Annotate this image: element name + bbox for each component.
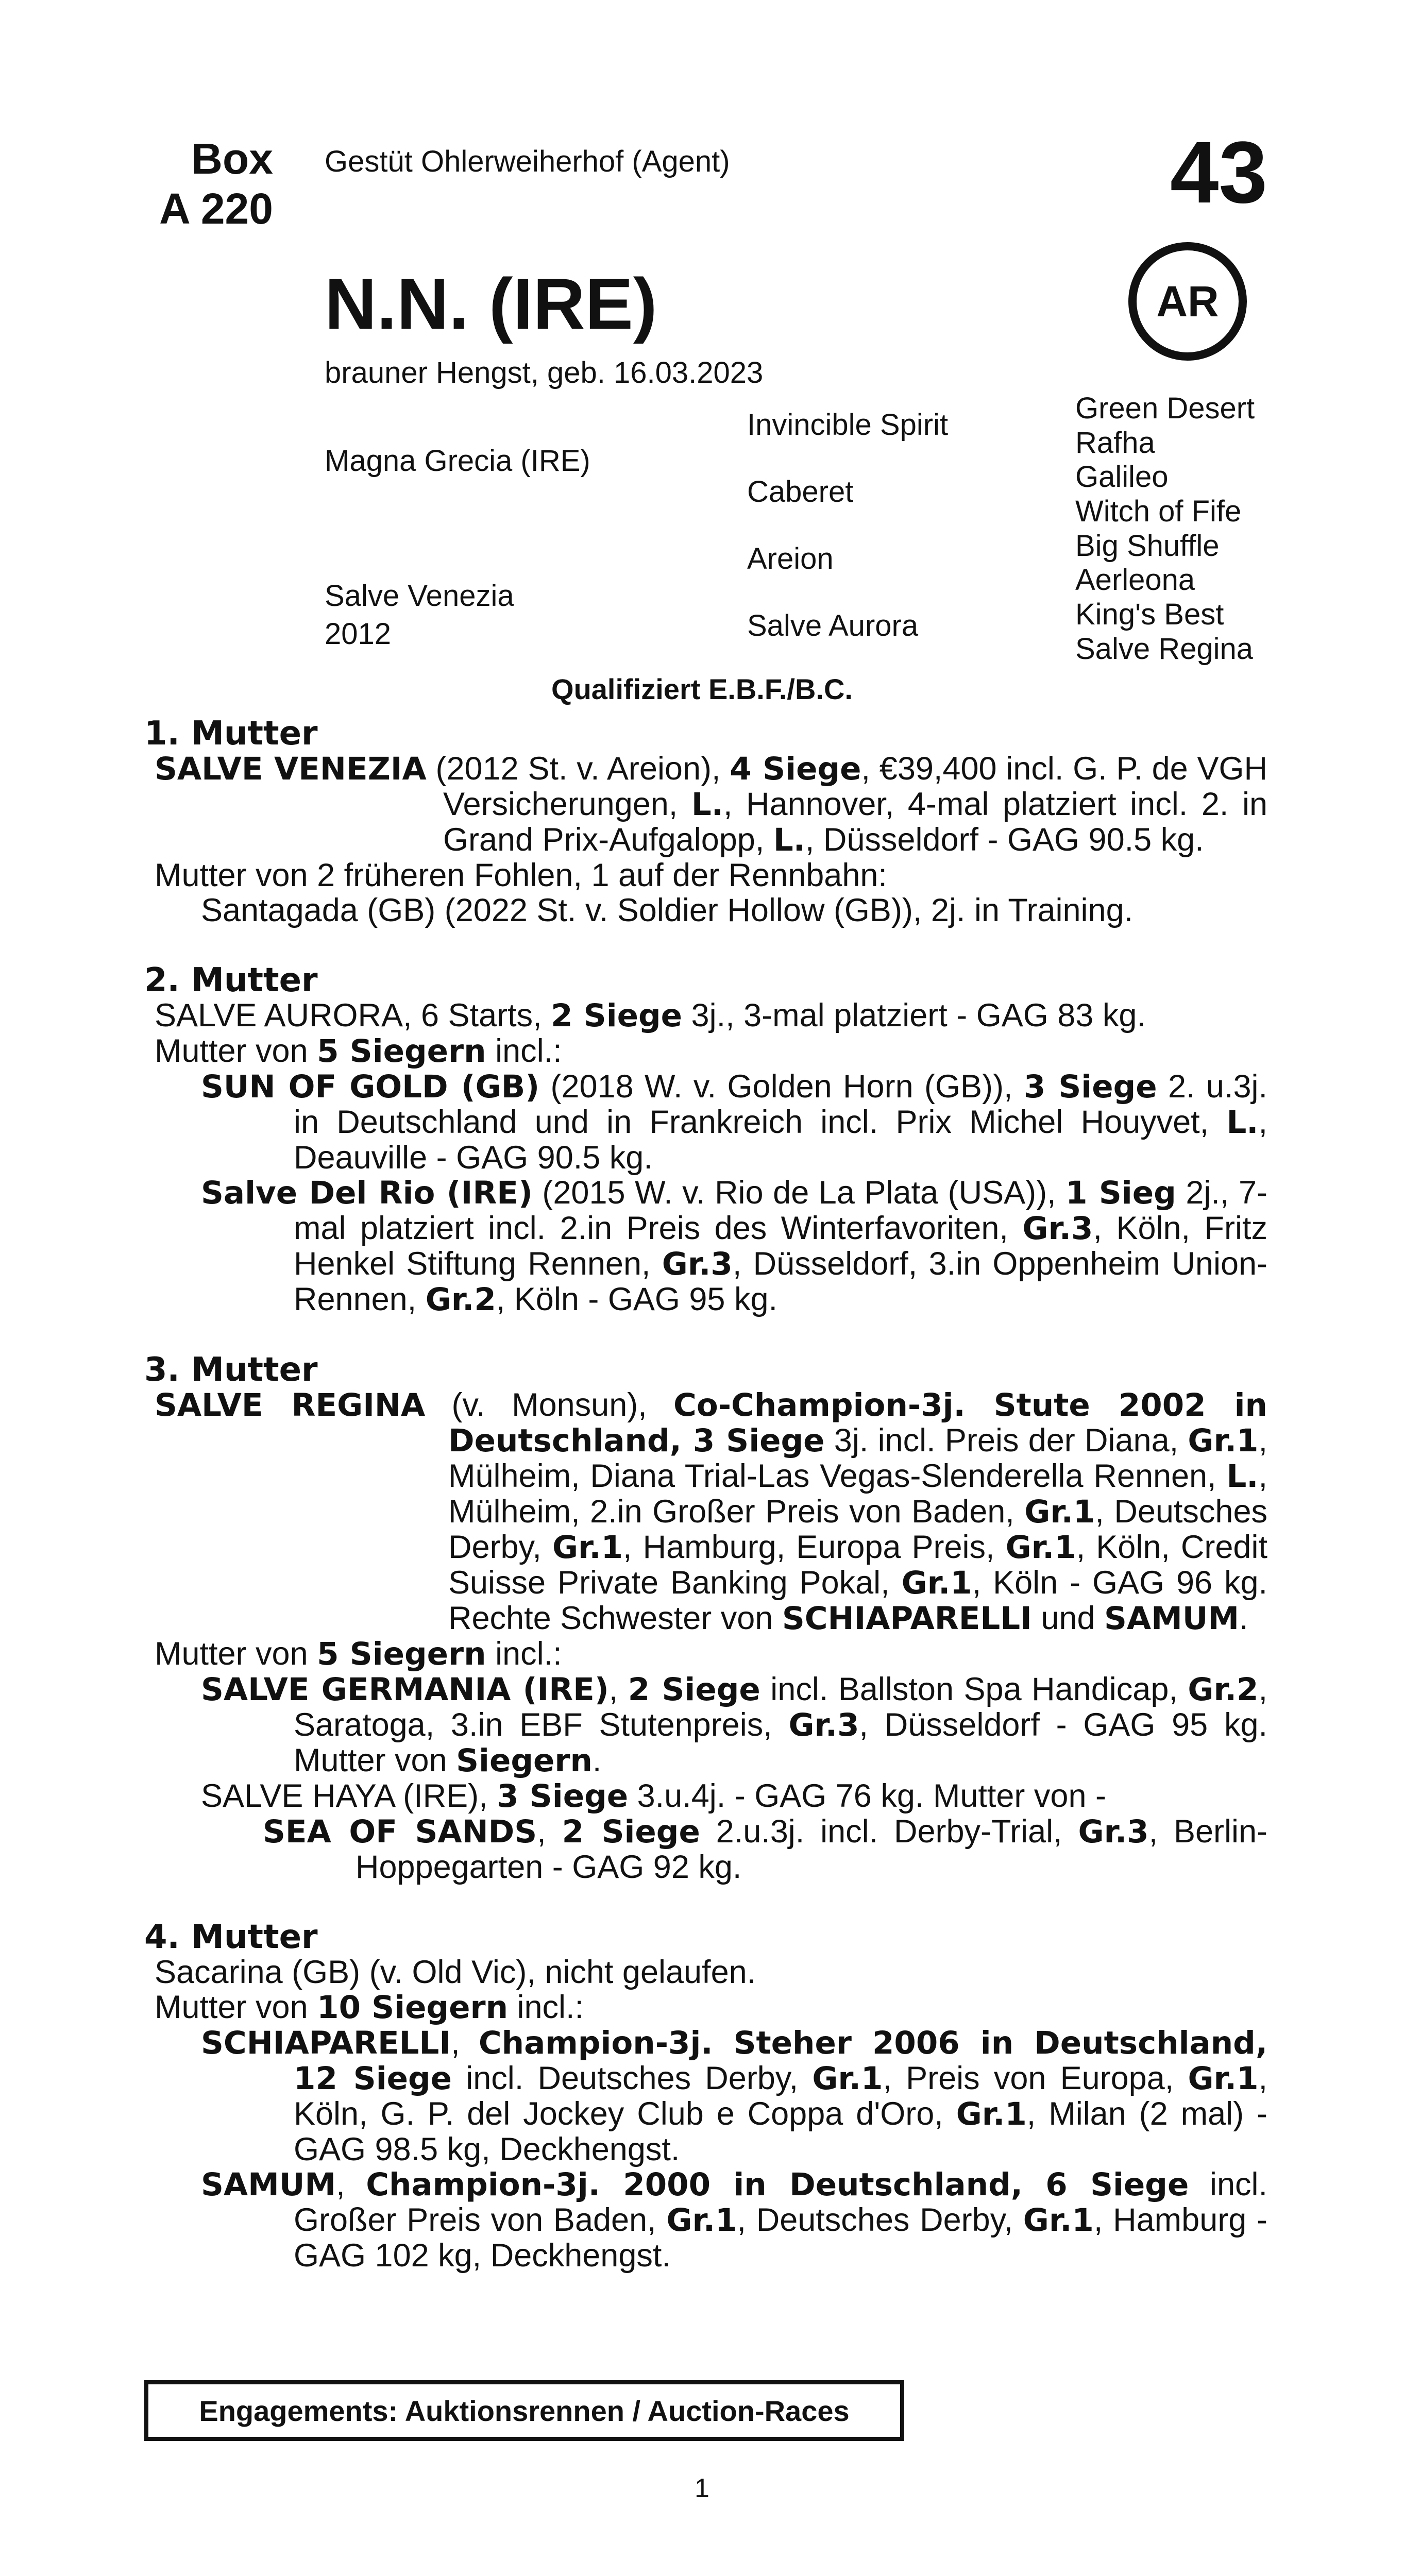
horse-name: N.N. (IRE) <box>325 263 657 344</box>
text: incl. Ballston Spa Handicap, <box>760 1671 1188 1707</box>
text: , Düsseldorf - GAG 90.5 kg. <box>805 822 1204 858</box>
dam-3-produce <box>144 1636 1267 1672</box>
group: Gr.3 <box>662 1246 733 1282</box>
championship: Champion-3j. 2000 in Deutschland, 6 Siege <box>366 2166 1189 2203</box>
offspring-entry <box>144 2025 1267 2167</box>
text: , <box>608 1671 628 1707</box>
ar-badge-text: AR <box>1156 277 1219 326</box>
wins: 2 Siege <box>551 997 683 1034</box>
text: (2018 W. v. Golden Horn (GB)), <box>539 1069 1024 1105</box>
text: , Saratoga, 3.in EBF Stutenpreis, <box>294 1671 1267 1743</box>
text: , Mülheim, 2.in Großer Preis von Baden, <box>448 1458 1267 1530</box>
text: und <box>1031 1600 1104 1636</box>
offspring-name: SEA OF SANDS <box>263 1814 537 1850</box>
pedigree-gen3-item: Salve Regina <box>1075 632 1253 666</box>
grand-offspring-entry <box>144 1814 1267 1885</box>
text: incl.: <box>486 1033 562 1069</box>
pedigree-sire-sire: Invincible Spirit <box>747 408 949 442</box>
dam-2-produce <box>144 1033 1267 1069</box>
winners-count: 5 Siegern <box>317 1033 486 1070</box>
text: Mutter von <box>155 1033 317 1069</box>
text: 3j., 3-mal platziert - GAG 83 kg. <box>682 997 1146 1033</box>
offspring-name: SCHIAPARELLI <box>201 2025 451 2061</box>
text: , Hamburg - GAG 102 kg, Deckhengst. <box>294 2202 1267 2274</box>
offspring-entry <box>144 1778 1267 1814</box>
group: Gr.1 <box>1024 1494 1095 1530</box>
pedigree-dam-sire: Areion <box>747 542 834 575</box>
ar-badge-icon <box>1128 242 1247 361</box>
wins: 2 Siege <box>628 1671 760 1708</box>
pedigree-dam: Salve Venezia <box>325 579 514 613</box>
wins: 1 Sieg <box>1065 1175 1176 1211</box>
dam-1-foal: Santagada (GB) (2022 St. v. Soldier Hollow (GB)), 2j. in Training. <box>201 892 1134 928</box>
text: , Deutsches Derby, <box>448 1494 1267 1565</box>
listed: L. <box>1226 1104 1259 1141</box>
listed: L. <box>773 822 805 858</box>
section-title-mutter-1: 1. Mutter <box>144 715 318 753</box>
text: incl.: <box>486 1636 562 1672</box>
pedigree-gen3-item: Big Shuffle <box>1075 529 1220 563</box>
dam-1-produce: Mutter von 2 früheren Fohlen, 1 auf der Rennbahn: <box>155 857 887 893</box>
text: , Deauville - GAG 90.5 kg. <box>294 1104 1267 1176</box>
text: , Köln, G. P. del Jockey Club e Coppa d'Oro, <box>294 2060 1268 2132</box>
group: Gr.1 <box>956 2096 1027 2132</box>
dam-1-entry <box>144 751 1267 858</box>
text: , €39,400 incl. G. P. de VGH Versicherungen, <box>443 751 1267 822</box>
winners: Siegern <box>456 1742 593 1779</box>
text: , <box>336 2166 366 2202</box>
box-line2: A 220 <box>159 184 273 233</box>
text: 2.u.3j. incl. Derby-Trial, <box>700 1814 1078 1850</box>
text: (2012 St. v. Areion), <box>426 751 730 787</box>
text: 3j. incl. Preis der Diana, <box>824 1422 1188 1459</box>
offspring-name: SUN OF GOLD (GB) <box>201 1069 540 1105</box>
group: Gr.1 <box>1188 2060 1259 2097</box>
lot-number: 43 <box>1170 124 1267 222</box>
pedigree-gen3-item: Galileo <box>1075 460 1169 494</box>
text: incl. Großer Preis von Baden, <box>294 2166 1268 2238</box>
wins: 2 Siege <box>562 1814 700 1850</box>
pedigree-dam-dam: Salve Aurora <box>747 609 919 642</box>
engagements-box <box>144 2380 904 2441</box>
wins: 4 Siege <box>730 751 861 787</box>
section-title-mutter-2: 2. Mutter <box>144 961 318 999</box>
text: (v. Monsun), <box>425 1387 674 1423</box>
text: Mutter von <box>155 1636 317 1672</box>
group: Gr.3 <box>788 1707 859 1743</box>
text: , Milan (2 mal) - GAG 98.5 kg, Deckhengst. <box>294 2096 1267 2167</box>
group: Gr.1 <box>1188 1422 1259 1459</box>
group: Gr.1 <box>552 1529 623 1566</box>
group: Gr.2 <box>1188 1671 1259 1708</box>
box-label <box>144 134 273 233</box>
group: Gr.1 <box>1005 1529 1076 1566</box>
text: Mutter von <box>155 1989 317 2025</box>
text: , Mülheim, Diana Trial-Las Vegas-Slenderella Rennen, <box>448 1422 1267 1494</box>
text: , Berlin-Hoppegarten - GAG 92 kg. <box>356 1814 1267 1885</box>
group: Gr.1 <box>901 1565 972 1601</box>
pedigree-sire-dam: Caberet <box>747 475 854 509</box>
dam-2-entry <box>144 998 1267 1033</box>
championship: Co-Champion-3j. Stute 2002 in Deutschland, 3 Siege <box>448 1387 1267 1459</box>
text: , Köln - GAG 95 kg. <box>496 1281 778 1317</box>
offspring-name: Salve Del Rio (IRE) <box>201 1175 533 1211</box>
text: SALVE HAYA (IRE), <box>201 1778 497 1814</box>
text: , Köln, Fritz Henkel Stiftung Rennen, <box>294 1210 1267 1282</box>
text: SALVE AURORA, 6 Starts, <box>155 997 551 1033</box>
offspring-entry <box>144 1175 1267 1317</box>
page-number: 1 <box>695 2473 709 2503</box>
dam-3-entry <box>144 1387 1267 1636</box>
group: Gr.2 <box>425 1281 496 1318</box>
group: Gr.1 <box>666 2202 737 2239</box>
horse-description: brauner Hengst, geb. 16.03.2023 <box>325 356 764 389</box>
championship: Champion-3j. Steher 2006 in Deutschland, 12 Siege <box>294 2025 1267 2097</box>
text: . <box>592 1742 602 1778</box>
text: , Deutsches Derby, <box>737 2202 1023 2238</box>
wins: 3 Siege <box>1023 1069 1157 1105</box>
offspring-entry <box>144 2167 1267 2273</box>
winners-count: 10 Siegern <box>317 1989 509 2026</box>
listed: L. <box>1226 1458 1259 1495</box>
pedigree-dam-year: 2012 <box>325 617 392 651</box>
text: , <box>537 1814 562 1850</box>
group: Gr.3 <box>1078 1814 1149 1850</box>
group: Gr.1 <box>812 2060 883 2097</box>
engagements-text: Engagements: Auktionsrennen / Auction-Races <box>199 2394 850 2427</box>
text: , Düsseldorf, 3.in Oppenheim Union-Rennen, <box>294 1246 1268 1317</box>
sibling-name: SCHIAPARELLI <box>782 1600 1032 1637</box>
text: , Preis von Europa, <box>883 2060 1188 2096</box>
text: , Düsseldorf - GAG 95 kg. Mutter von <box>294 1707 1267 1778</box>
text: incl. Deutsches Derby, <box>452 2060 813 2096</box>
text: 2j., 7-mal platziert incl. 2.in Preis des Winterfavoriten, <box>294 1175 1267 1246</box>
pedigree-gen3-item: Witch of Fife <box>1075 495 1242 529</box>
pedigree-gen3-item: Green Desert <box>1075 392 1255 425</box>
text: . <box>1239 1600 1248 1636</box>
pedigree-sire: Magna Grecia (IRE) <box>325 444 590 478</box>
dam-name: SALVE REGINA <box>155 1387 426 1423</box>
section-title-mutter-4: 4. Mutter <box>144 1918 318 1956</box>
section-title-mutter-3: 3. Mutter <box>144 1351 318 1389</box>
group: Gr.1 <box>1023 2202 1094 2239</box>
dam-4-produce <box>144 1990 1267 2025</box>
wins: 3 Siege <box>497 1778 629 1815</box>
text: incl.: <box>508 1989 584 2025</box>
qualification: Qualifiziert E.B.F./B.C. <box>551 673 853 705</box>
dam-name: SALVE VENEZIA <box>155 751 427 787</box>
offspring-entry <box>144 1672 1267 1778</box>
offspring-name: SALVE GERMANIA (IRE) <box>201 1671 609 1708</box>
winners-count: 5 Siegern <box>317 1636 486 1672</box>
pedigree-gen3 <box>1075 392 1255 667</box>
offspring-entry <box>144 1069 1267 1175</box>
pedigree-gen3-item: Aerleona <box>1075 563 1195 597</box>
text: , Hamburg, Europa Preis, <box>623 1529 1006 1565</box>
text: , Köln, Credit Suisse Private Banking Pokal, <box>448 1529 1267 1601</box>
text: , <box>451 2025 479 2061</box>
sibling-name: SAMUM <box>1104 1600 1240 1637</box>
text: , Köln - GAG 96 kg. Rechte Schwester von <box>448 1565 1267 1636</box>
pedigree-gen3-item: King's Best <box>1075 598 1224 632</box>
pedigree-gen3-item: Rafha <box>1075 426 1155 460</box>
agent-name: Gestüt Ohlerweiherhof (Agent) <box>325 145 730 178</box>
group: Gr.3 <box>1022 1210 1093 1247</box>
text: 2. u.3j. in Deutschland und in Frankreich incl. Prix Michel Houyvet, <box>294 1069 1268 1140</box>
offspring-name: SAMUM <box>201 2166 336 2203</box>
listed: L. <box>691 786 723 823</box>
dam-4-entry: Sacarina (GB) (v. Old Vic), nicht gelaufen. <box>155 1954 756 1990</box>
catalogue-body <box>144 716 1267 2273</box>
text: (2015 W. v. Rio de La Plata (USA)), <box>532 1175 1066 1211</box>
box-line1: Box <box>191 134 273 183</box>
text: 3.u.4j. - GAG 76 kg. Mutter von - <box>628 1778 1106 1814</box>
text: , Hannover, 4-mal platziert incl. 2. in Grand Prix-Aufgalopp, <box>443 786 1267 858</box>
